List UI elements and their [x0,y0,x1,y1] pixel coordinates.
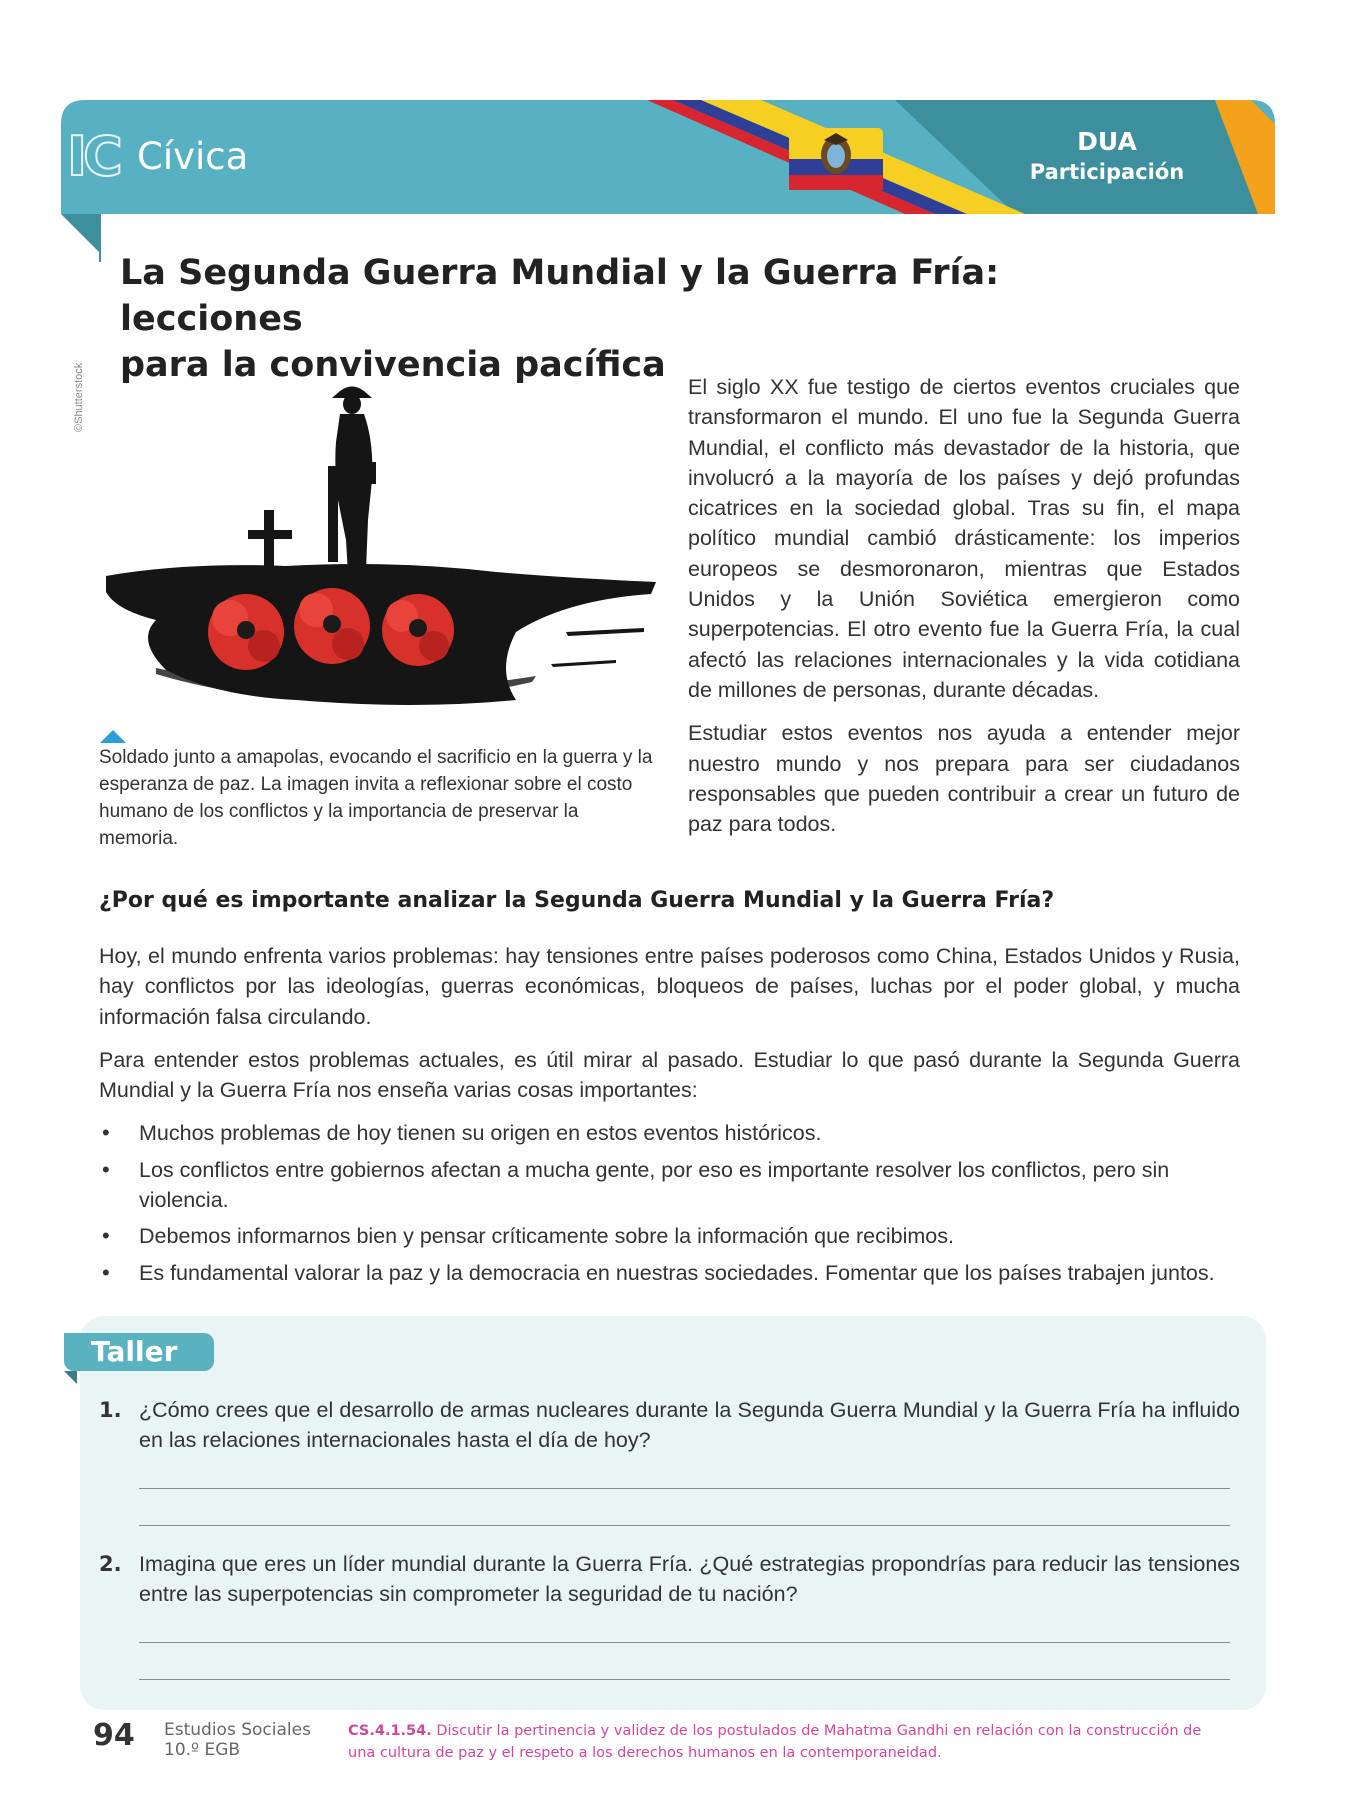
answer-line[interactable] [139,1488,1230,1489]
section-paragraph-1: Hoy, el mundo enfrenta varios problemas: hay tensiones entre países poderosos como China, Estados Unidos y Rusia, hay conflictos por las ideologías, guerras económicas, bloqueos de países, luchas por el poder global, y mucha información falsa circulando. [99,944,1240,1029]
answer-line[interactable] [139,1679,1230,1680]
footer-grade: 10.º EGB [164,1740,241,1760]
intro-text [688,372,1240,852]
list-item [99,1221,1240,1251]
workshop-box [80,1316,1266,1710]
standard-code: CS.4.1.54. [348,1723,432,1739]
caption-marker-icon [100,730,126,743]
footer-subject: Estudios Sociales [164,1720,311,1740]
bullet-icon: • [102,1156,110,1182]
soldier-poppies-illustration [96,370,656,730]
section-header-band [61,100,1275,214]
answer-line[interactable] [139,1642,1230,1643]
page-title [120,250,1120,388]
list-item [99,1258,1240,1288]
bullet-icon: • [102,1259,110,1285]
section-body [99,941,1240,1294]
page-number: 94 [93,1718,135,1753]
list-item-text: Los conflictos entre gobiernos afectan a mucha gente, por eso es importante resolver los conflictos, pero sin violencia. [139,1157,1170,1213]
image-credit: ©Shutterstock [73,362,85,432]
intro-paragraph-1: El siglo XX fue testigo de ciertos eventos cruciales que transformaron el mundo. El uno fue la Segunda Guerra Mundial, el conflicto más devastador de la historia, que involucró a la mayoría de los países y dejó profundas cicatrices en la sociedad global. Tras su fin, el mapa político mundial cambió drásticamente: los imperios europeos se desmoronaron, mientras que Estados Unidos y la Unión Soviética emergieron como superpotencias. El otro evento fue la Guerra Fría, la cual afectó las relaciones internacionales y la vida cotidiana de millones de personas, durante décadas. [688,375,1240,702]
bullet-icon: • [102,1223,110,1249]
question-1-text: ¿Cómo crees que el desarrollo de armas nucleares durante la Segunda Guerra Mundial y la Guerra Fría ha influido en las relaciones internacionales hasta el día de hoy? [139,1398,1240,1453]
section-paragraph-2: Para entender estos problemas actuales, es útil mirar al pasado. Estudiar lo que pasó durante la Segunda Guerra Mundial y la Guerra Fría nos enseña varias cosas importantes: [99,1047,1240,1103]
intro-paragraph-2: Estudiar estos eventos nos ayuda a entender mejor nuestro mundo y nos prepara para ser ciudadanos responsables que pueden contribuir a crear un futuro de paz para todos. [688,721,1240,837]
section-heading: ¿Por qué es importante analizar la Segunda Guerra Mundial y la Guerra Fría? [99,888,1055,913]
bullet-icon: • [102,1120,110,1146]
answer-line[interactable] [139,1525,1230,1526]
question-1-number: 1. [99,1398,122,1422]
dua-badge-subtitle: Participación [1029,160,1185,184]
poppy-flowers [208,588,454,670]
section-title: Cívica [137,135,249,178]
page-title-line-1: La Segunda Guerra Mundial y la Guerra Fría: lecciones [120,253,1000,339]
standard-text: Discutir la pertinencia y validez de los postulados de Mahatma Gandhi en relación con la construcción de una cultura de paz y el respeto a los derechos humanos en la contemporaneidad. [348,1723,1202,1761]
curriculum-standard [348,1720,1228,1764]
list-item [99,1155,1240,1216]
header-fold-corner [61,214,101,262]
list-item-text: Debemos informarnos bien y pensar críticamente sobre la información que recibimos. [139,1224,954,1249]
list-item-text: Muchos problemas de hoy tienen su origen en estos eventos históricos. [139,1121,822,1146]
list-item-text: Es fundamental valorar la paz y la democracia en nuestras sociedades. Fomentar que los países trabajen juntos. [139,1260,1215,1285]
question-2-text: Imagina que eres un líder mundial durante la Guerra Fría. ¿Qué estrategias propondrías para reducir las tensiones entre las superpotencias sin comprometer la seguridad de tu nación? [139,1552,1240,1607]
list-item [99,1118,1240,1148]
page-title-line-2: para la convivencia pacífica [120,345,666,385]
workshop-label: Taller [91,1335,178,1368]
section-logo-icon: IC [67,125,119,188]
workshop-tab-fold [64,1371,77,1384]
lessons-list [99,1118,1240,1287]
illustration-caption: Soldado junto a amapolas, evocando el sacrificio en la guerra y la esperanza de paz. La imagen invita a reflexionar sobre el costo humano de los conflictos y la importancia de preservar la memoria. [99,747,653,849]
dua-badge-title: DUA [1077,127,1137,156]
question-2-number: 2. [99,1552,122,1576]
